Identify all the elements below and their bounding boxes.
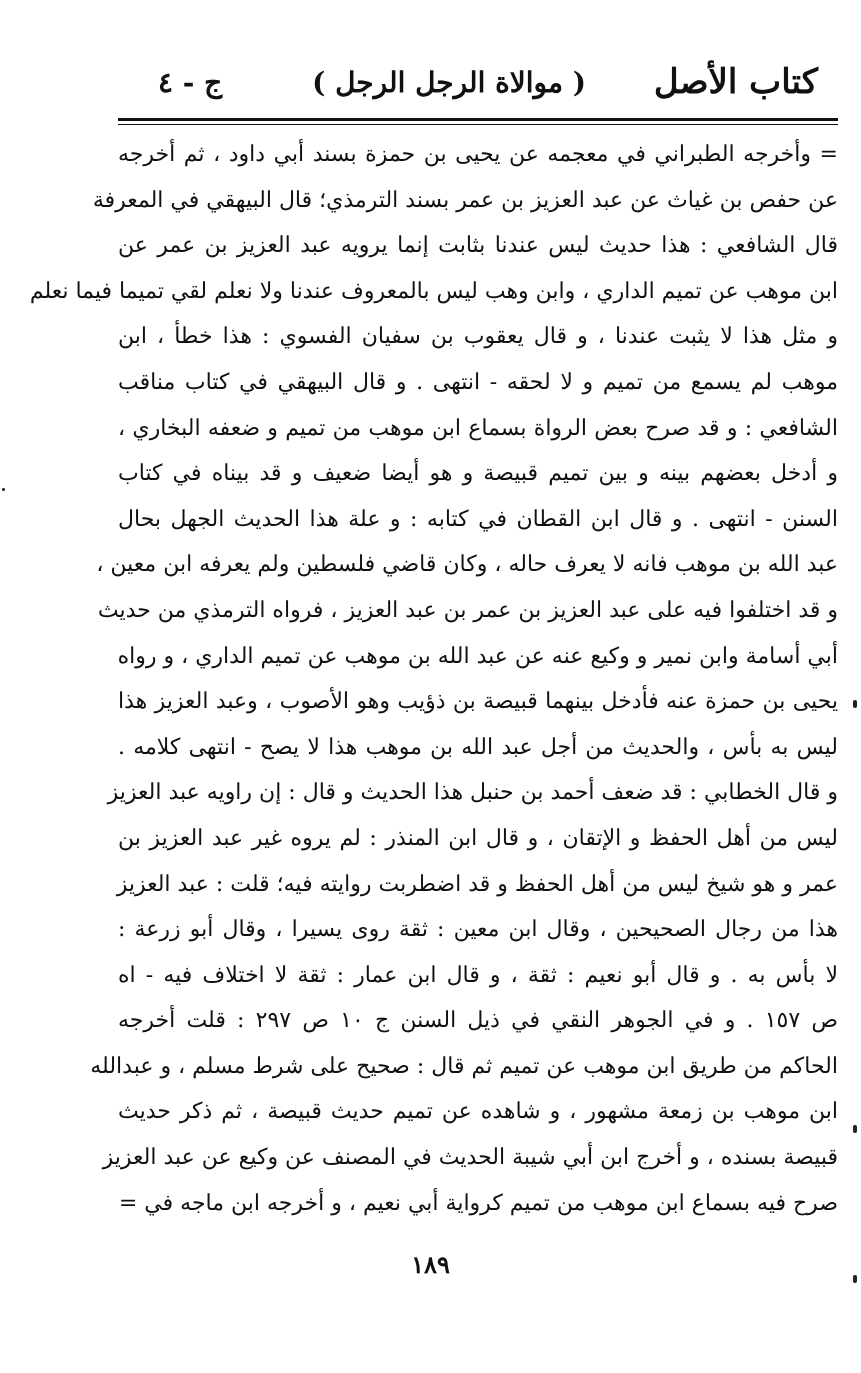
text-line: و قد اختلفوا فيه على عبد العزيز بن عمر بن عبد العزيز ، فرواه الترمذي من حديث [97, 597, 838, 623]
text-line: قبيصة بسنده ، و أخرج ابن أبي شيبة الحديث في المصنف عن وكيع عن عبد العزيز [102, 1145, 838, 1171]
scan-speck [2, 488, 5, 491]
text-line: موهب لم يسمع من تميم و لا لحقه - انتهى . و قال البيهقي في كتاب مناقب [118, 369, 838, 395]
chapter-title: ( موالاة الرجل الرجل ) [312, 66, 586, 99]
text-line: السنن - انتهى . و قال ابن القطان في كتابه : و علة هذا الحديث الجهل بحال [118, 506, 838, 532]
text-line: ابن موهب عن تميم الداري ، وابن وهب ليس بالمعروف عندنا ولا نعلم لقي تميما فيما نعلم [29, 278, 838, 304]
text-line: عبد الله بن موهب فانه لا يعرف حاله ، وكان قاضي فلسطين ولم يعرفه ابن معين ، [96, 552, 838, 578]
book-title: كتاب الأصل [653, 62, 818, 102]
volume-number: ج - ٤ [158, 66, 223, 99]
text-line: يحيى بن حمزة عنه فأدخل بينهما قبيصة بن ذؤيب وهو الأصوب ، وعبد العزيز هذا [118, 689, 838, 715]
text-line: الشافعي : و قد صرح بعض الرواة بسماع ابن موهب من تميم و ضعفه البخاري ، [118, 415, 838, 441]
text-line: قال الشافعي : هذا حديث ليس عندنا بثابت إنما يرويه عبد العزيز بن عمر عن [118, 233, 838, 259]
text-line: أبي أسامة وابن نمير و وكيع عنه عن عبد الله بن موهب عن تميم الداري ، و رواه [117, 643, 838, 669]
text-line: الحاكم من طريق ابن موهب عن تميم ثم قال : صحيح على شرط مسلم ، و عبدالله [90, 1053, 838, 1079]
scan-speck [853, 1125, 857, 1133]
text-line: عمر و هو شيخ ليس من أهل الحفظ و قد اضطربت روايته فيه؛ قلت : عبد العزيز [116, 871, 838, 897]
text-line: و مثل هذا لا يثبت عندنا ، و قال يعقوب بن سفيان الفسوي : هذا خطأ ، ابن [118, 324, 838, 350]
text-line: و أدخل بعضهم بينه و بين تميم قبيصة و هو أيضا ضعيف و قد بيناه في كتاب [118, 461, 838, 487]
footnote-body [29, 132, 838, 1226]
text-line: ص ١٥٧ . و في الجوهر النقي في ذيل السنن ج ١٠ ص ٢٩٧ : قلت أخرجه [118, 1008, 838, 1034]
running-header [118, 62, 818, 112]
text-line: لا بأس به . و قال أبو نعيم : ثقة ، و قال ابن عمار : ثقة لا اختلاف فيه - اه [118, 962, 838, 988]
page-number: ١٨٩ [411, 1250, 450, 1279]
text-line: = وأخرجه الطبراني في معجمه عن يحيى بن حمزة بسند أبي داود ، ثم أخرجه [118, 142, 838, 167]
text-line: ليس به بأس ، والحديث من أجل عبد الله بن موهب هذا لا يصح - انتهى كلامه . [118, 734, 838, 760]
text-line: ليس من أهل الحفظ و الإتقان ، و قال ابن المنذر : لم يروه غير عبد العزيز بن [118, 825, 838, 851]
header-rule-thin [118, 124, 838, 125]
text-line: عن حفص بن غياث عن عبد العزيز بن عمر بسند الترمذي؛ قال البيهقي في المعرفة [92, 187, 838, 213]
text-line: صرح فيه بسماع ابن موهب من تميم كرواية أبي نعيم ، و أخرجه ابن ماجه في = [118, 1190, 838, 1216]
scan-speck [853, 1275, 857, 1283]
text-line: و قال الخطابي : قد ضعف أحمد بن حنبل هذا الحديث و قال : إن راويه عبد العزيز [107, 780, 838, 806]
text-line: ابن موهب بن زمعة مشهور ، و شاهده عن تميم حديث قبيصة ، ثم ذكر حديث [118, 1099, 838, 1125]
scan-speck [853, 700, 857, 708]
text-line: هذا من رجال الصحيحين ، وقال ابن معين : ثقة روى يسيرا ، وقال أبو زرعة : [118, 917, 838, 943]
header-rule-thick [118, 118, 838, 121]
